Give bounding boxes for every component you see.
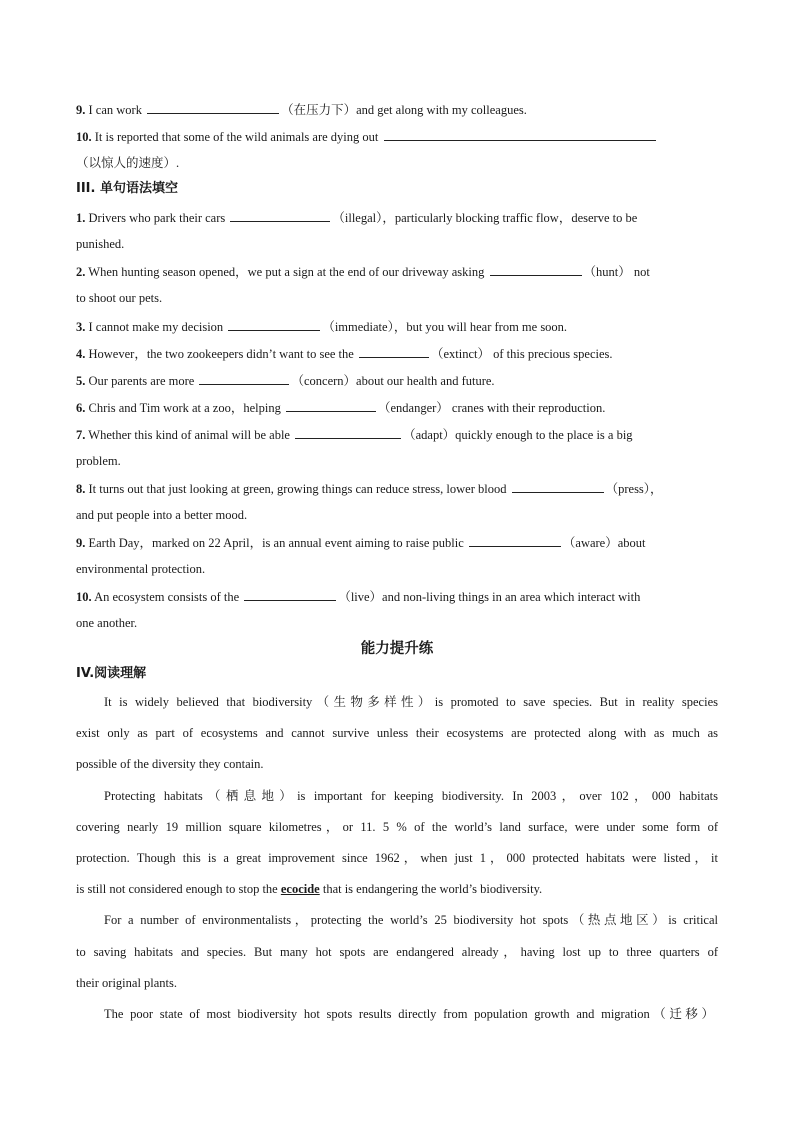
question-1 bbox=[76, 209, 637, 226]
question-6 bbox=[76, 399, 605, 416]
paragraph-line: For a number of environmentalists，protecting the world’s 25 biodiversity hot spots（热点地区）is critical bbox=[104, 913, 718, 927]
answer-blank[interactable] bbox=[199, 372, 289, 385]
question-hint: （concern）about our health and future. bbox=[291, 374, 495, 388]
paragraph-line: Protecting habitats（栖息地）is important for keeping biodiversity. In 2003，over 102，000 habitats bbox=[104, 789, 718, 803]
question-number: 10. bbox=[76, 130, 92, 144]
question-number: 1. bbox=[76, 211, 86, 225]
question-number: 2. bbox=[76, 265, 86, 279]
question-10 bbox=[76, 588, 640, 605]
question-hint: （extinct） of this precious species. bbox=[430, 347, 613, 361]
paragraph-line: It is widely believed that biodiversity（生物多样性）is promoted to save species. But in reality species bbox=[104, 695, 718, 709]
question-text: However，the two zookeepers didn’t want to see the bbox=[88, 347, 354, 361]
question-hint: （adapt）quickly enough to the place is a big bbox=[403, 428, 633, 442]
question-10-line2: one another. bbox=[76, 616, 138, 630]
answer-blank[interactable] bbox=[469, 534, 561, 547]
paragraph-line: possible of the diversity they contain. bbox=[76, 757, 264, 771]
question-hint: （press）， bbox=[605, 482, 663, 496]
question-text: An ecosystem consists of the bbox=[94, 590, 240, 604]
answer-blank[interactable] bbox=[512, 480, 604, 493]
paragraph-line bbox=[76, 881, 718, 897]
question-number: 8. bbox=[76, 482, 86, 496]
answer-blank[interactable] bbox=[286, 399, 376, 412]
paragraph-text: is still not considered enough to stop the bbox=[76, 882, 278, 896]
question-10-part2 bbox=[76, 128, 658, 145]
question-text: Drivers who park their cars bbox=[88, 211, 226, 225]
question-2 bbox=[76, 263, 650, 280]
question-8 bbox=[76, 480, 663, 497]
question-text: I cannot make my decision bbox=[88, 320, 224, 334]
question-text: Whether this kind of animal will be able bbox=[88, 428, 290, 442]
question-text: Chris and Tim work at a zoo，helping bbox=[88, 401, 281, 415]
keyword-ecocide: ecocide bbox=[280, 882, 320, 896]
question-9-line2: environmental protection. bbox=[76, 562, 206, 576]
question-number: 5. bbox=[76, 374, 86, 388]
question-2-line2: to shoot our pets. bbox=[76, 291, 163, 305]
question-1-line2: punished. bbox=[76, 237, 125, 251]
question-number: 9. bbox=[76, 536, 86, 550]
paragraph-line: exist only as part of ecosystems and cannot survive unless their ecosystems are protected along with as much as bbox=[76, 726, 718, 740]
question-text: Earth Day，marked on 22 April，is an annual event aiming to raise public bbox=[88, 536, 464, 550]
paragraph-line: to saving habitats and species. But many hot spots are endangered already，having lost up to three quarters of bbox=[76, 945, 718, 959]
question-9-part2 bbox=[76, 101, 527, 118]
answer-blank[interactable] bbox=[228, 318, 320, 331]
answer-blank[interactable] bbox=[147, 101, 279, 114]
answer-blank[interactable] bbox=[230, 209, 330, 222]
paragraph-line: The poor state of most biodiversity hot spots results directly from population growth and migration（迁移） bbox=[104, 1007, 714, 1021]
question-hint: （illegal），particularly blocking traffic flow，deserve to be bbox=[332, 211, 638, 225]
question-hint: （endanger） cranes with their reproduction. bbox=[377, 401, 606, 415]
paragraph-text: that is endangering the world’s biodiversity. bbox=[322, 882, 543, 896]
question-7-line2: problem. bbox=[76, 454, 121, 468]
question-4 bbox=[76, 345, 613, 362]
question-number: 4. bbox=[76, 347, 86, 361]
question-text: It turns out that just looking at green, growing things can reduce stress, lower blood bbox=[88, 482, 507, 496]
answer-blank[interactable] bbox=[244, 588, 336, 601]
question-text: It is reported that some of the wild animals are dying out bbox=[94, 130, 379, 144]
question-hint: （在压力下）and get along with my colleagues. bbox=[281, 103, 527, 117]
question-8-line2: and put people into a better mood. bbox=[76, 508, 248, 522]
question-number: 9. bbox=[76, 103, 86, 117]
question-hint: （immediate），but you will hear from me soon. bbox=[322, 320, 568, 334]
question-number: 7. bbox=[76, 428, 86, 442]
question-3 bbox=[76, 318, 567, 335]
question-number: 3. bbox=[76, 320, 86, 334]
question-number: 10. bbox=[76, 590, 92, 604]
answer-blank[interactable] bbox=[359, 345, 429, 358]
answer-blank[interactable] bbox=[295, 426, 401, 439]
question-7 bbox=[76, 426, 633, 443]
section-heading: IV.阅读理解 bbox=[76, 666, 147, 681]
question-hint: （live）and non-living things in an area which interact with bbox=[338, 590, 641, 604]
question-hint: （aware）about bbox=[562, 536, 646, 550]
question-text: Our parents are more bbox=[88, 374, 195, 388]
section-title: 能力提升练 bbox=[360, 641, 434, 657]
section-heading: III. 单句语法填空 bbox=[76, 181, 178, 196]
paragraph-line: their original plants. bbox=[76, 976, 178, 990]
question-text: I can work bbox=[88, 103, 142, 117]
question-5 bbox=[76, 372, 495, 389]
question-text: When hunting season opened，we put a sign at the end of our driveway asking bbox=[88, 265, 485, 279]
question-hint: （hunt） not bbox=[583, 265, 650, 279]
question-10-part2-line2: （以惊人的速度）. bbox=[76, 156, 180, 170]
answer-blank[interactable] bbox=[490, 263, 582, 276]
paragraph-line: protection. Though this is a great improvement since 1962，when just 1，000 protected habitats were listed，it bbox=[76, 851, 718, 865]
question-9 bbox=[76, 534, 646, 551]
answer-blank[interactable] bbox=[384, 128, 656, 141]
question-number: 6. bbox=[76, 401, 86, 415]
paragraph-line: covering nearly 19 million square kilometres，or 11. 5 % of the world’s land surface, were under some form of bbox=[76, 820, 718, 834]
